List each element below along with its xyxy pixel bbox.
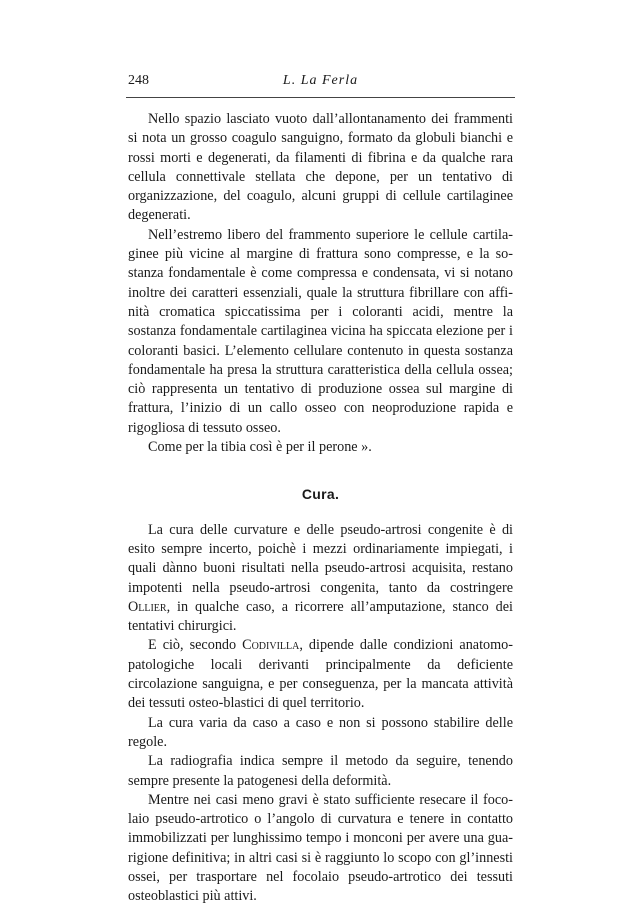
paragraph-perone: Come per la tibia così è per il perone ». [148,439,372,456]
text-run: , dipende dalle condizioni anatomopatologiche locali derivanti principalmente da deficiente circolazione sanguigna, e per conseguenza, per la mancata attività dei tessuti osteo-blastici di quel territorio. [128,637,513,712]
paragraph-cura-varia: La cura varia da caso a caso e non si possono stabilire delle regole. [128,714,513,750]
body-text [128,110,513,907]
paragraph-codivilla [128,636,513,713]
author-name-codivilla: Codivilla [242,637,300,654]
page-number: 248 [128,73,149,88]
running-title: L. La Ferla [282,73,359,88]
paragraph-cura-intro [128,521,513,637]
paragraph-radiografia: La radiografia indica sempre il metodo da seguire, tenendo sempre presente la patogenesi della deformità. [128,753,513,789]
text-run: La cura delle curvature e delle pseudo-artrosi congenite è di esito sempre incerto, poichè i mezzi ordinariamente impiegati, i quali dànno buoni risultati nella pseudo-artrosi acquisita, restano impotenti nella pseudo-artrosi congenita, tanto da costringere [128,521,513,596]
text-run: , in qualche caso, a ricorrere all’amputazione, stanco dei tentativi chirurgici. [128,598,513,635]
paragraph-coagulo: Nello spazio lasciato vuoto dall’allontanamento dei frammenti si nota un grosso coagulo sanguigno, formato da globuli bianchi e rossi morti e degenerati, da filamenti di fibrina e da qualche rara cellula connettivale stellata che depone, per un tentativo di organizzazione, del coagulo, alcuni gruppi di cellule cartilaginee degenerati. [128,111,513,224]
running-head [128,73,513,93]
author-name-ollier: Ollier [128,598,167,615]
section-heading-cura: Cura. [301,486,340,503]
header-rule [126,97,515,98]
text-run: E ciò, secondo [148,637,243,654]
paragraph-frammento-superiore: Nell’estremo libero del frammento superiore le cellule cartilaginee più vicine al margine di frattura sono compresse, e la sostanza fondamentale è come compressa e condensata, vi si notano inoltre dei caratteri essenziali, quale la struttura fibrillare con affinità cromatica spiccatissima per i coloranti acidi, mentre la sostanza fondamentale cartilaginea vicina ha spiccata elezione per i coloranti basici. L’elemento cellulare contenuto in questa sostanza fondamentale ha presa la struttura caratteristica della cellula ossea; ciò rappresenta un tentativo di produzione ossea sul margine di frattura, l’inizio di un callo osseo con neoproduzione rapida e rigogliosa di tessuto osseo. [128,226,513,436]
paragraph-casi-gravi: Mentre nei casi meno gravi è stato sufficiente resecare il focolaio pseudo-artrotico o l’angolo di curvatura e tenere in contatto immobilizzati per lunghissimo tempo i monconi per avere una guarigione definitiva; in altri casi si è raggiunto lo scopo con gl’innesti ossei, per trasportare nel focolaio pseudo-artrotico dei tessuti osteoblastici più attivi. [128,791,513,905]
